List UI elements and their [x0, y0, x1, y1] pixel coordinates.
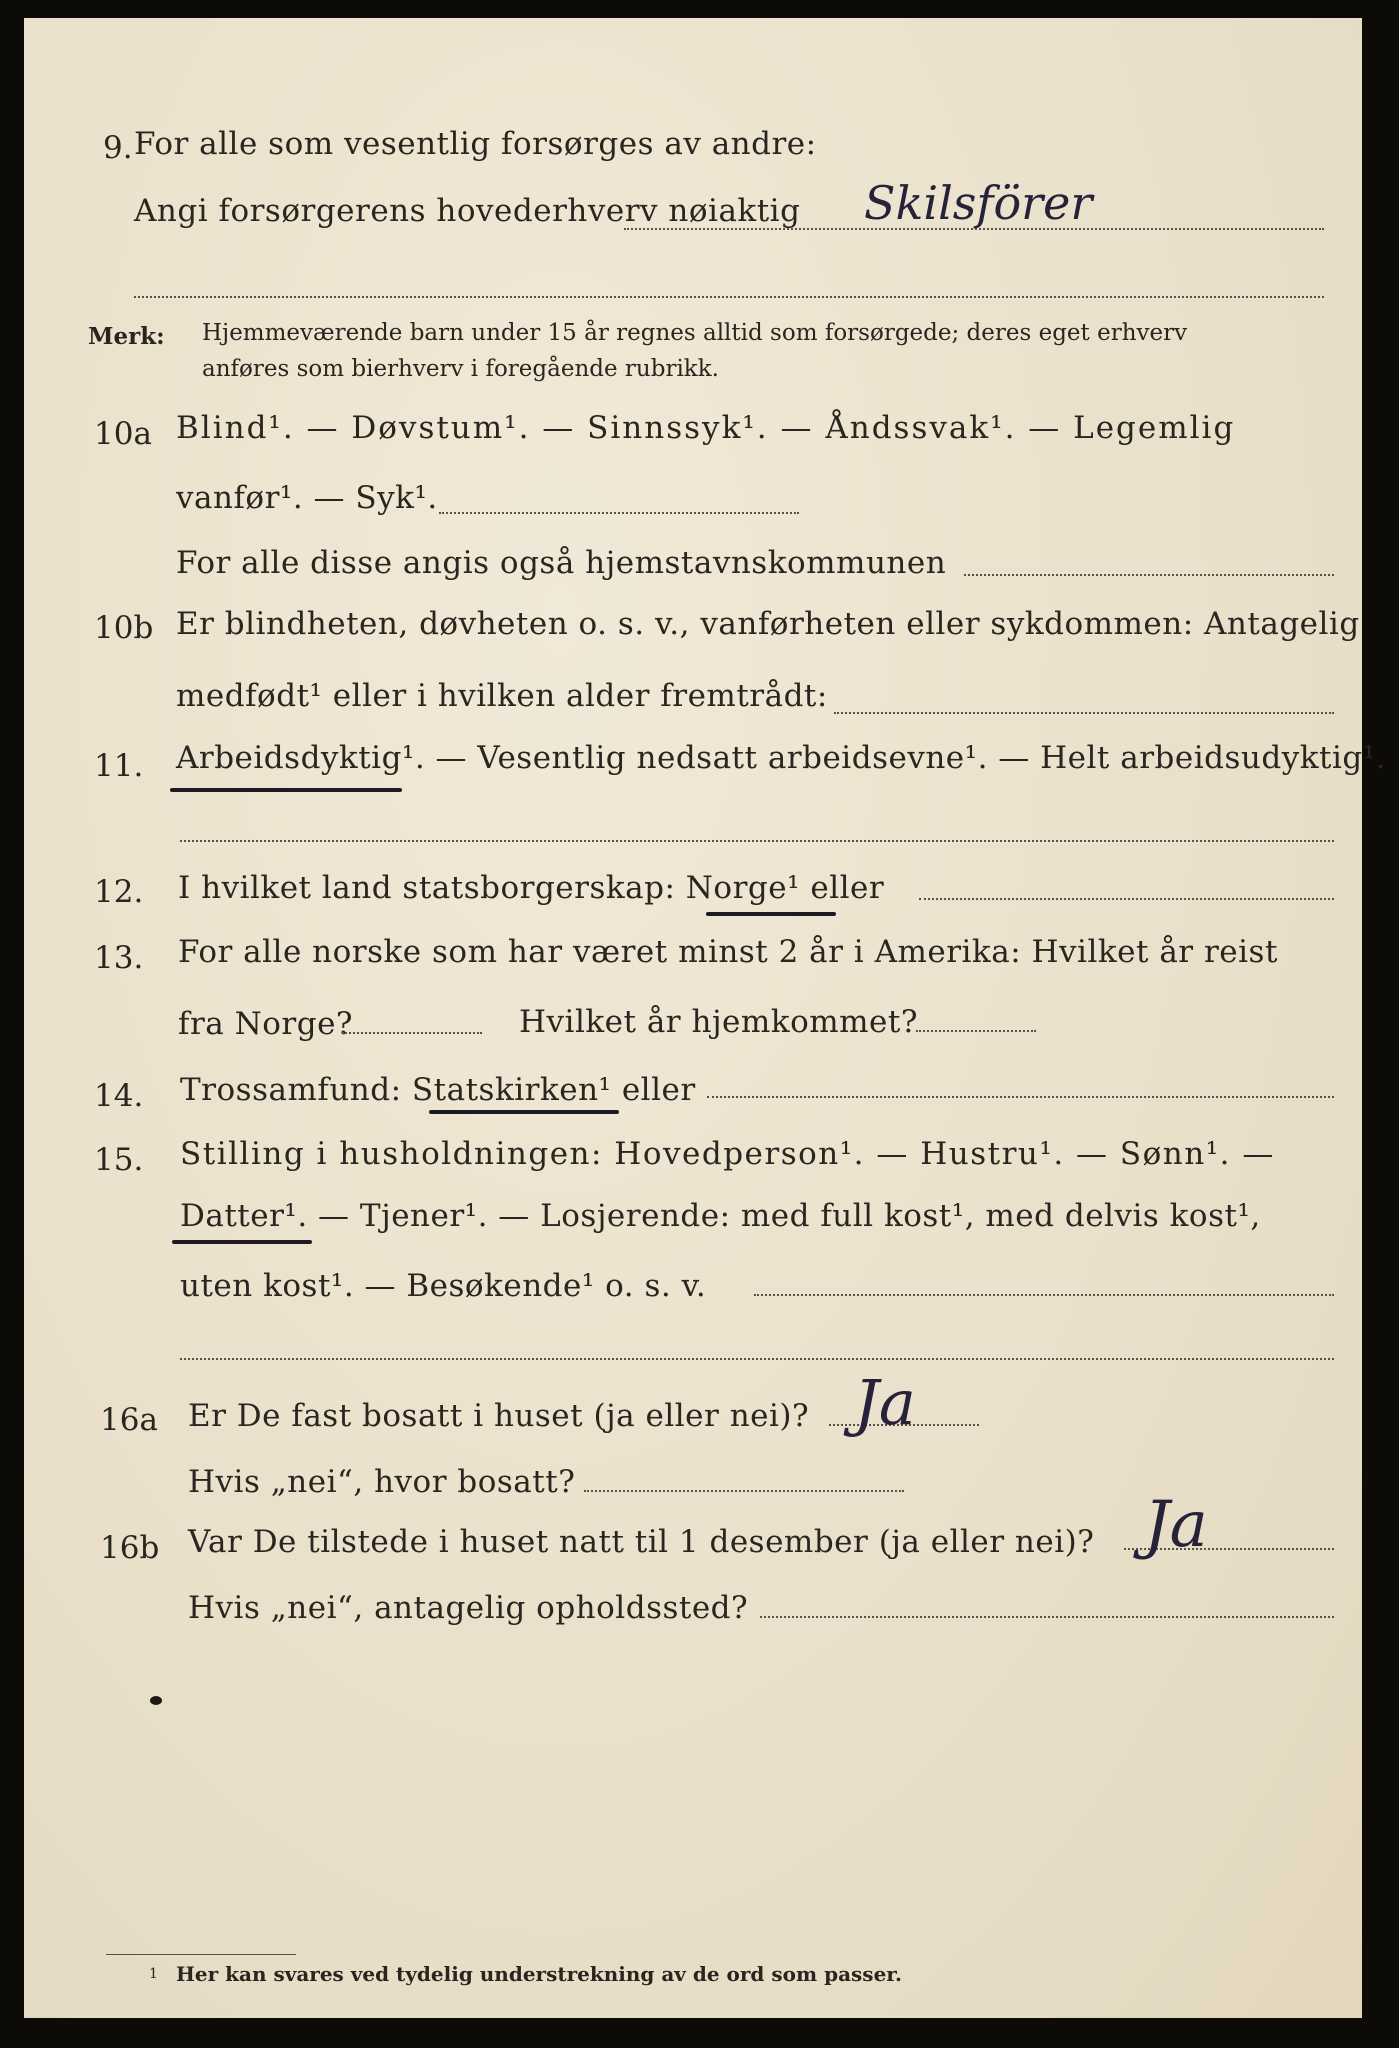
q10b-line2: medfødt¹ eller i hvilken alder fremtrådt:: [176, 678, 828, 714]
footnote-mark: 1: [149, 1966, 158, 1982]
q11-answer-line: [180, 840, 1334, 842]
q13-line2a: fra Norge?: [178, 1006, 354, 1042]
q16a-bosatt-line: [584, 1490, 904, 1492]
q16b-handwritten-answer: Ja: [1144, 1488, 1208, 1562]
q10a-answer-line: [439, 512, 799, 514]
q15-underline-datter: [172, 1240, 312, 1244]
q11-line1: Arbeidsdyktig¹. — Vesentlig nedsatt arbeidsevne¹. — Helt arbeidsudyktig¹.: [176, 740, 1387, 776]
q9-line1: For alle som vesentlig forsørges av andre:: [134, 126, 817, 162]
q13-number: 13.: [94, 940, 144, 976]
q10b-answer-line: [834, 712, 1334, 714]
ink-spot: [150, 1696, 162, 1705]
q12-number: 12.: [94, 874, 144, 910]
merk-label: Merk:: [88, 323, 165, 350]
q16b-line2: Hvis „nei“, antagelig opholdssted?: [188, 1590, 749, 1626]
q9-handwritten-answer: Skilsförer: [864, 176, 1093, 230]
q10a-home-line: [964, 574, 1334, 576]
merk-line1: Hjemmeværende barn under 15 år regnes alltid som forsørgede; deres eget erhverv: [202, 320, 1188, 346]
q13-line2b: Hvilket år hjemkommet?: [519, 1004, 918, 1040]
merk-line2: anføres som bierhverv i foregående rubrikk.: [202, 356, 719, 382]
q10b-line1: Er blindheten, døvheten o. s. v., vanførheten eller sykdommen: Antagelig: [176, 606, 1360, 642]
q15-line1: Stilling i husholdningen: Hovedperson¹. — Hustru¹. — Sønn¹. —: [180, 1136, 1275, 1172]
q11-number: 11.: [94, 748, 144, 784]
q12-underline-norge: [706, 912, 836, 916]
q16a-number: 16a: [100, 1402, 158, 1438]
q13-line1: For alle norske som har været minst 2 år i Amerika: Hvilket år reist: [178, 934, 1278, 970]
q15-answer-line-2: [180, 1358, 1334, 1360]
q12-line1: I hvilket land statsborgerskap: Norge¹ eller: [178, 870, 885, 906]
q9-answer-line-2: [134, 296, 1324, 298]
q9-number: 9.: [103, 130, 133, 166]
q16a-handwritten-answer: Ja: [854, 1366, 916, 1439]
q15-number: 15.: [94, 1142, 144, 1178]
q16b-number: 16b: [100, 1530, 160, 1566]
footnote-rule: [106, 1954, 296, 1955]
q16b-line1: Var De tilstede i huset natt til 1 desember (ja eller nei)?: [188, 1524, 1095, 1560]
q14-number: 14.: [94, 1078, 144, 1114]
q9-line2: Angi forsørgerens hovederhverv nøiaktig: [134, 193, 801, 229]
q16a-line1: Er De fast bosatt i huset (ja eller nei)?: [188, 1398, 810, 1434]
q11-underline-arbeidsdyktig: [170, 788, 402, 792]
q10a-line3: For alle disse angis også hjemstavnskommunen: [176, 545, 947, 581]
q16b-opholdssted-line: [760, 1616, 1334, 1618]
q13-reist-line: [342, 1032, 482, 1034]
q14-answer-line: [707, 1096, 1334, 1098]
q15-line2: Datter¹. — Tjener¹. — Losjerende: med full kost¹, med delvis kost¹,: [180, 1198, 1261, 1234]
census-form-page: [24, 18, 1387, 2018]
q10b-number: 10b: [94, 610, 154, 646]
q12-answer-line: [919, 898, 1334, 900]
q14-line1: Trossamfund: Statskirken¹ eller: [180, 1072, 696, 1108]
q10a-line2: vanfør¹. — Syk¹.: [176, 480, 438, 516]
q10a-number: 10a: [94, 416, 152, 452]
q10a-line1: Blind¹. — Døvstum¹. — Sinnssyk¹. — Åndssvak¹. — Legemlig: [176, 410, 1236, 446]
q14-underline-statskirken: [429, 1110, 619, 1114]
q16a-line2: Hvis „nei“, hvor bosatt?: [188, 1464, 576, 1500]
q15-line3: uten kost¹. — Besøkende¹ o. s. v.: [180, 1268, 707, 1304]
q13-hjemkommet-line: [916, 1030, 1036, 1032]
q15-answer-line: [754, 1294, 1334, 1296]
footnote-text: Her kan svares ved tydelig understrekning av de ord som passer.: [176, 1962, 902, 1986]
